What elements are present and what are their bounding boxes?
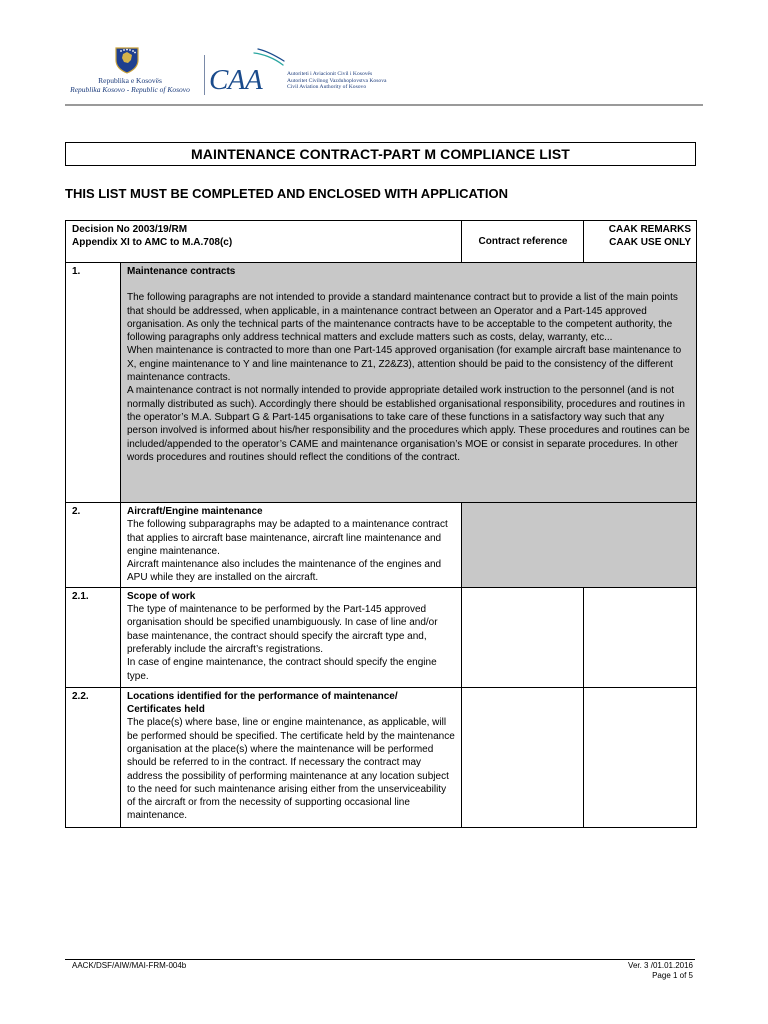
compliance-table [65, 220, 697, 828]
table-row [66, 687, 697, 827]
section-content [121, 587, 462, 687]
row-number: 2.2. [66, 687, 121, 827]
footer-version-block [628, 961, 693, 981]
section-paragraph: A maintenance contract is not normally intended to provide appropriate detailed work instruction to the personnel (and is not normally distributed as such). Accordingly there should be established organisational responsibility, procedures and routines in the operator’s M.A. Subpart G & Part-145 organisations to take care of these functions in a satisfactory way such that any person involved is informed about his/her responsibility and the procedures which apply. These procedures and routines can be included/appended to the operator’s CAME and maintenance organisation’s MOE or consist in separate procedures. In other words procedures and routines should reflect the conditions of the contract. [127, 385, 690, 463]
footer-page-number: Page 1 of 5 [652, 971, 693, 980]
section-paragraph: Aircraft maintenance also includes the maintenance of the engines and APU while they are installed on the aircraft. [127, 559, 442, 584]
table-row [66, 587, 697, 687]
table-row [66, 503, 697, 588]
document-title: MAINTENANCE CONTRACT-PART M COMPLIANCE LIST [65, 142, 696, 166]
caa-line-1: Autoriteti i Aviacionit Civil i Kosovës [287, 71, 373, 77]
row-number: 1. [66, 263, 121, 503]
section-paragraph: The following subparagraphs may be adapted to a maintenance contract that applies to aircraft base maintenance, aircraft line maintenance and engine maintenance. [127, 519, 448, 557]
kosovo-republic-label [60, 76, 200, 94]
remarks-line-1: CAAK REMARKS [608, 224, 692, 235]
document-subtitle: THIS LIST MUST BE COMPLETED AND ENCLOSED WITH APPLICATION [65, 186, 508, 201]
section-title: Aircraft/Engine maintenance [127, 506, 263, 517]
table-row [66, 263, 697, 503]
decision-header-cell [66, 221, 462, 263]
kosovo-line-1: Republika e Kosovës [98, 76, 162, 85]
header-rule [65, 104, 703, 106]
caa-line-3: Civil Aviation Authority of Kosovo [287, 84, 367, 91]
table-header-row [66, 221, 697, 263]
section-paragraph: The type of maintenance to be performed by the Part-145 approved organisation should be specified unambiguously. In case of line and/or base maintenance, the contract should specify the aircraft type and, preferably include the aircraft’s registrations. [127, 604, 438, 655]
header-divider [204, 55, 205, 95]
caak-remarks-cell[interactable] [584, 587, 697, 687]
kosovo-coat-of-arms-icon [114, 46, 140, 74]
contract-reference-header: Contract reference [462, 221, 584, 263]
section-paragraph: The following paragraphs are not intended to provide a standard maintenance contract but to provide a list of the main points that should be addressed, when applicable, in a maintenance contract between an Operator and a Part-145 approved organisation. As only the technical parts of the maintenance contracts have to be acceptable to the competent authority, the following paragraphs only address technical matters and exclude matters such as costs, delay, warranty, etc... [127, 292, 678, 344]
section-paragraph: The place(s) where base, line or engine maintenance, as applicable, will be performed should be specified. The certificate held by the maintenance organisation at the place(s) where the maintenance will be performed should be referred to in the contract. If necessary the contract may address the possibility of performing maintenance at any location subject to the need for such maintenance arising either from the unserviceability of the aircraft or from the necessity of supporting occasional line maintenance. [127, 717, 455, 822]
section-paragraph: In case of engine maintenance, the contract should specify the engine type. [127, 657, 437, 682]
row-number: 2.1. [66, 587, 121, 687]
section-content [121, 503, 462, 588]
section-paragraph: When maintenance is contracted to more than one Part-145 approved organisation (for example aircraft base maintenance to X, engine maintenance to Y and line maintenance to Z1, Z2&Z3), attention should be paid to the consistency of the different maintenance contracts. [127, 345, 682, 384]
section-content [121, 687, 462, 827]
remarks-line-2: CAAK USE ONLY [609, 237, 692, 249]
row-number: 2. [66, 503, 121, 588]
kosovo-line-2: Republika Kosovo - Republic of Kosovo [70, 85, 190, 94]
caa-authority-names [287, 71, 387, 91]
contract-reference-cell[interactable] [462, 587, 584, 687]
section-title: Scope of work [127, 590, 196, 602]
decision-line-1: Decision No 2003/19/RM [72, 224, 188, 235]
footer-rule [65, 959, 695, 960]
caak-grey-cell [462, 503, 697, 588]
section-title: Maintenance contracts [127, 266, 236, 277]
footer-version: Ver. 3 /01.01.2016 [628, 961, 693, 970]
caa-line-2: Autoritet Civilnog Vazduhoplovstva Kosova [287, 77, 387, 84]
caak-remarks-header [584, 221, 697, 263]
footer-document-code: AACK/DSF/AIW/MAI-FRM-004b [72, 961, 187, 970]
section-content [121, 263, 697, 503]
caa-logo-icon [208, 48, 286, 98]
contract-reference-cell[interactable] [462, 687, 584, 827]
page-header [0, 0, 768, 110]
section-title-continued: Certificates held [127, 704, 205, 716]
decision-line-2: Appendix XI to AMC to M.A.708(c) [72, 237, 233, 249]
section-title: Locations identified for the performance of maintenance/ [127, 690, 398, 702]
caak-remarks-cell[interactable] [584, 687, 697, 827]
caa-logo-text: CAA [209, 64, 263, 96]
